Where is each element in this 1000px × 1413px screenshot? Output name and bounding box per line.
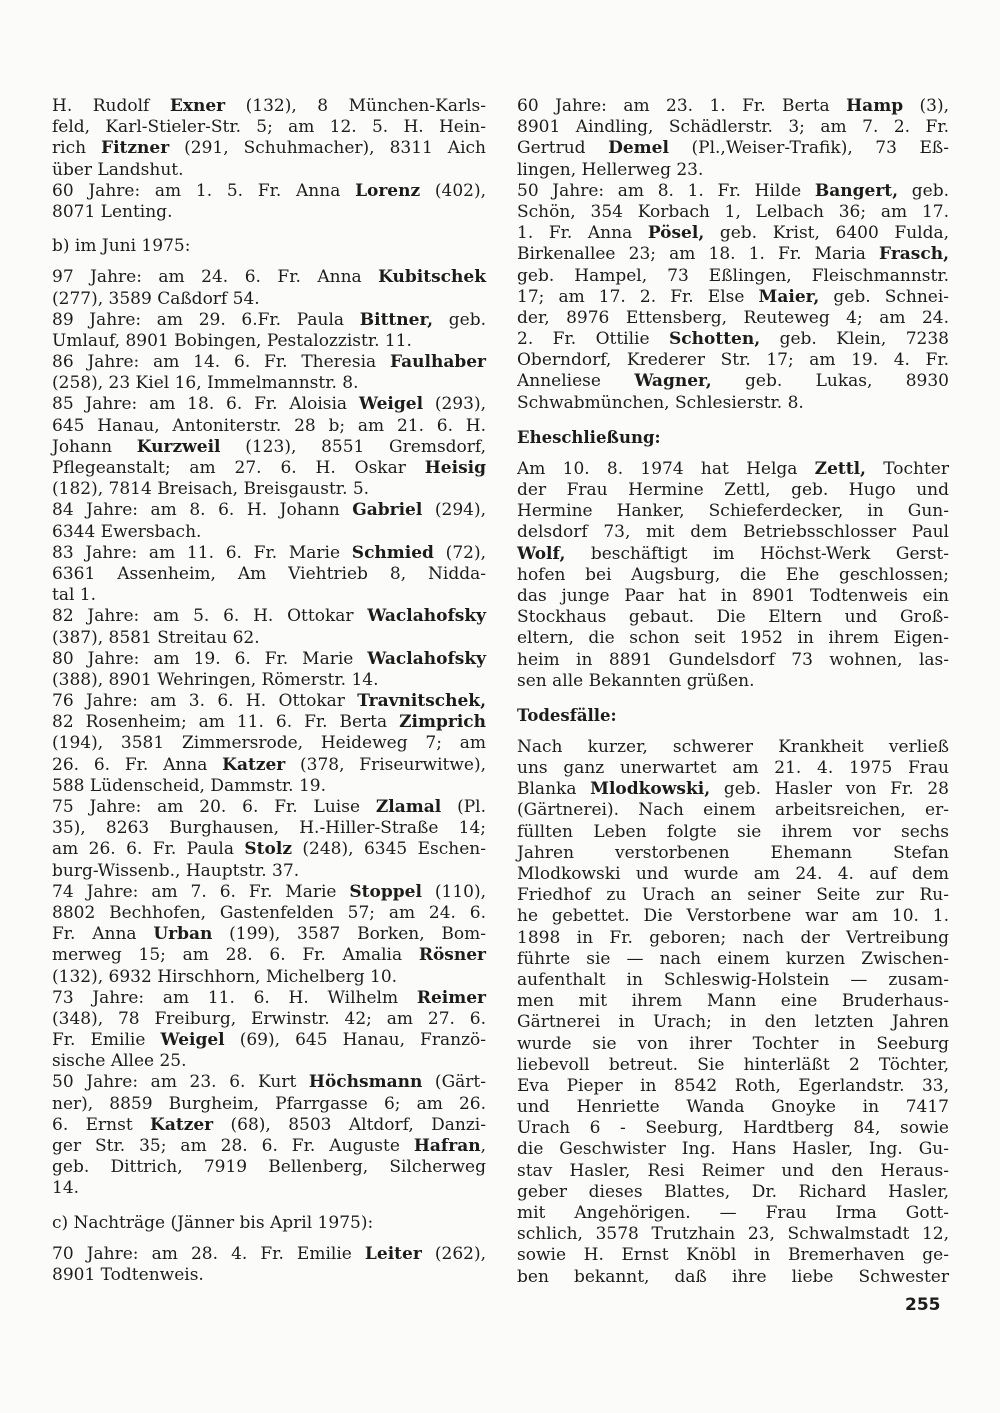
text-line: Fr. Emilie Weigel (69), 645 Hanau, Franzö- [52,1030,486,1051]
text-line: 50 Jahre: am 23. 6. Kurt Höchsmann (Gärt- [52,1072,486,1093]
text-line: heim in 8891 Gundelsdorf 73 wohnen, las- [517,649,949,670]
text-line: (348), 78 Freiburg, Erwinstr. 42; am 27. 6. [52,1008,486,1029]
text-line: 8901 Aindling, Schädlerstr. 3; am 7. 2. Fr. [517,117,949,138]
text-line: ger Str. 35; am 28. 6. Fr. Auguste Hafran, [52,1136,486,1156]
text-line: geb. Dittrich, 7919 Bellenberg, Silcherweg [52,1157,486,1178]
spacer [517,727,949,737]
text-line: 76 Jahre: am 3. 6. H. Ottokar Travnitschek, [52,691,486,712]
text-line: Nach kurzer, schwerer Krankheit verließ [517,736,949,757]
text-line: 17; am 17. 2. Fr. Else Maier, geb. Schnei- [517,286,950,307]
spacer [517,449,949,459]
text-line: das junge Paar hat in 8901 Todtenweis ein [517,585,949,606]
text-line: 82 Rosenheim; am 11. 6. Fr. Berta Zimprich [52,712,486,733]
text-line: füllten Leben folgte sie ihrem vor sechs [517,821,949,842]
text-line: H. Rudolf Exner (132), 8 München-Karls- [52,96,486,116]
text-line: 86 Jahre: am 14. 6. Fr. Theresia Faulhaber [52,352,486,373]
text-line: 8802 Bechhofen, Gastenfelden 57; am 24. 6. [52,902,486,923]
text-line: Schwabmünchen, Schlesierstr. 8. [517,392,804,413]
text-line: 60 Jahre: am 1. 5. Fr. Anna Lorenz (402), [52,180,486,201]
text-line: geb. Hampel, 73 Eßlingen, Fleischmannstr. [517,265,949,286]
right-column [517,96,949,1288]
section-heading: Eheschließung: [517,427,661,447]
text-line: über Landshut. [52,159,184,180]
text-line: Schön, 354 Korbach 1, Lelbach 36; am 17. [517,201,949,222]
text-line: feld, Karl-Stieler-Str. 5; am 12. 5. H. Hein- [52,117,486,138]
text-line: (277), 3589 Caßdorf 54. [52,288,260,309]
text-line: aufenthalt in Schleswig-Holstein — zusam- [517,969,949,990]
text-line: geber dieses Blattes, Dr. Richard Hasler, [517,1181,949,1202]
text-line: Friedhof zu Urach an seiner Seite zur Ru- [517,885,949,906]
text-line: die Geschwister Ing. Hans Hasler, Ing. Gu- [517,1139,949,1160]
text-line: burg-Wissenb., Hauptstr. 37. [52,860,300,881]
text-line: Jahren verstorbenen Ehemann Stefan [517,842,949,863]
text-line: Anneliese Wagner, geb. Lukas, 8930 [517,371,949,392]
section-label: c) Nachträge (Jänner bis April 1975): [52,1212,374,1233]
text-line: der Frau Hermine Zettl, geb. Hugo und [517,480,949,500]
text-line: 82 Jahre: am 5. 6. H. Ottokar Waclahofsky [52,606,486,627]
text-line: Gärtnerei in Urach; in den letzten Jahren [517,1012,949,1033]
text-line: 2. Fr. Ottilie Schotten, geb. Klein, 7238 [517,329,949,350]
text-line: ner), 8859 Burgheim, Pfarrgasse 6; am 26. [52,1093,486,1114]
text-line: Oberndorf, Krederer Str. 17; am 19. 4. Fr. [517,350,949,371]
text-line: (182), 7814 Breisach, Breisgaustr. 5. [52,479,370,500]
text-line: 70 Jahre: am 28. 4. Fr. Emilie Leiter (262), [52,1243,486,1264]
text-line: mit Angehörigen. — Frau Irma Gott- [517,1203,949,1223]
text-line: lingen, Hellerweg 23. [517,159,704,180]
text-line: sische Allee 25. [52,1051,187,1072]
text-line: 75 Jahre: am 20. 6. Fr. Luise Zlamal (Pl. [52,797,486,817]
spacer [517,414,949,427]
text-line: Umlauf, 8901 Bobingen, Pestalozzistr. 11. [52,330,412,351]
text-line: schlich, 3578 Trutzhain 23, Schwalmstadt 12, [517,1224,949,1245]
page-number: 255 [905,1295,941,1315]
text-line: 80 Jahre: am 19. 6. Fr. Marie Waclahofsky [52,648,486,669]
text-line: liebevoll betreut. Sie hinterläßt 2 Töchter, [517,1054,949,1075]
spacer [52,1234,486,1244]
text-line: 14. [52,1178,80,1199]
text-line: (Gärtnerei). Nach einem arbeitsreichen, er- [517,800,949,821]
text-line: Mlodkowski und wurde am 24. 4. auf dem [517,864,949,884]
text-line: 73 Jahre: am 11. 6. H. Wilhelm Reimer [52,987,486,1008]
text-line: uns ganz unerwartet am 21. 4. 1975 Frau [517,758,949,779]
text-line: (258), 23 Kiel 16, Immelmannstr. 8. [52,373,359,394]
text-line: sen alle Bekannten grüßen. [517,670,755,691]
text-line: Birkenallee 23; am 18. 1. Fr. Maria Frasch, [517,244,949,265]
text-line: 85 Jahre: am 18. 6. Fr. Aloisia Weigel (293), [52,394,486,415]
text-line: 6. Ernst Katzer (68), 8503 Altdorf, Danzi- [52,1114,486,1135]
text-line: 97 Jahre: am 24. 6. Fr. Anna Kubitschek [52,267,486,288]
left-column [52,96,486,1286]
text-line: delsdorf 73, mit dem Betriebsschlosser Paul [517,522,949,543]
text-line: Wolf, beschäftigt im Höchst-Werk Gerst- [517,543,949,564]
text-line: 6344 Ewersbach. [52,521,202,542]
text-line: sowie H. Ernst Knöbl in Bremerhaven ge- [517,1245,949,1266]
text-line: he gebettet. Die Verstorbene war am 10. 1. [517,906,949,927]
text-line: Am 10. 8. 1974 hat Helga Zettl, Tochter [517,458,949,479]
text-line: (132), 6932 Hirschhorn, Michelberg 10. [52,966,398,987]
spacer [517,692,949,705]
text-line: führte sie — nach einem kurzen Zwischen- [517,948,949,969]
text-line: 1. Fr. Anna Pösel, geb. Krist, 6400 Fulda, [517,223,949,244]
text-line: Blanka Mlodkowski, geb. Hasler von Fr. 28 [517,779,949,800]
text-line: (194), 3581 Zimmersrode, Heideweg 7; am [52,733,486,754]
text-line: 84 Jahre: am 8. 6. H. Johann Gabriel (294), [52,500,486,521]
text-line: 588 Lüdenscheid, Dammstr. 19. [52,775,327,796]
text-line: hofen bei Augsburg, die Ehe geschlossen; [517,564,949,585]
text-line: eltern, die schon seit 1952 in ihrem Eigen- [517,628,949,649]
text-line: 50 Jahre: am 8. 1. Fr. Hilde Bangert, geb. [517,180,949,201]
text-line: 83 Jahre: am 11. 6. Fr. Marie Schmied (72), [52,542,486,563]
text-line: Hermine Hanker, Schieferdecker, in Gun- [517,501,949,522]
text-line: ben bekannt, daß ihre liebe Schwester [517,1266,949,1287]
spacer [52,1200,486,1213]
text-line: (388), 8901 Wehringen, Römerstr. 14. [52,669,379,690]
text-line: und Henriette Wanda Gnoyke in 7417 [517,1097,949,1118]
text-line: wurde sie von ihrer Tochter in Seeburg [517,1033,949,1054]
text-line: men mit ihrem Mann eine Bruderhaus- [517,991,949,1012]
text-line: Pflegeanstalt; am 27. 6. H. Oskar Heisig [52,458,486,478]
text-line: tal 1. [52,585,97,606]
text-line: der, 8976 Ettensberg, Reuteweg 4; am 24. [517,307,949,328]
text-line: 8071 Lenting. [52,201,173,222]
section-heading: Todesfälle: [517,705,617,725]
text-line: 8901 Todtenweis. [52,1264,204,1285]
section-label: b) im Juni 1975: [52,236,191,257]
text-line: Gertrud Demel (Pl.,Weiser-Trafik), 73 Eß- [517,138,949,159]
text-line: 645 Hanau, Antoniterstr. 28 b; am 21. 6. H. [52,415,486,436]
text-line: Urach 6 - Seeburg, Hardtberg 84, sowie [517,1118,949,1139]
spacer [52,257,486,267]
text-line: Johann Kurzweil (123), 8551 Gremsdorf, [52,436,487,457]
text-line: 1898 in Fr. geboren; nach der Vertreibung [517,927,949,948]
text-line: rich Fitzner (291, Schuhmacher), 8311 Aich [52,138,486,159]
text-line: 6361 Assenheim, Am Viehtrieb 8, Nidda- [52,563,486,584]
text-line: merweg 15; am 28. 6. Fr. Amalia Rösner [52,945,486,966]
text-line: 60 Jahre: am 23. 1. Fr. Berta Hamp (3), [517,96,949,116]
text-line: Stockhaus gebaut. Die Eltern und Groß- [517,607,949,628]
text-line: (387), 8581 Streitau 62. [52,627,260,648]
text-line: 89 Jahre: am 29. 6.Fr. Paula Bittner, geb. [52,309,487,330]
spacer [52,223,486,236]
text-line: am 26. 6. Fr. Paula Stolz (248), 6345 Eschen- [52,839,486,860]
text-line: Eva Pieper in 8542 Roth, Egerlandstr. 33, [517,1075,949,1096]
text-line: Fr. Anna Urban (199), 3587 Borken, Bom- [52,924,487,945]
text-line: 74 Jahre: am 7. 6. Fr. Marie Stoppel (110), [52,881,486,902]
text-line: stav Hasler, Resi Reimer und den Heraus- [517,1160,949,1181]
text-line: 35), 8263 Burghausen, H.-Hiller-Straße 14; [52,818,486,839]
text-line: 26. 6. Fr. Anna Katzer (378, Friseurwitwe), [52,754,486,775]
